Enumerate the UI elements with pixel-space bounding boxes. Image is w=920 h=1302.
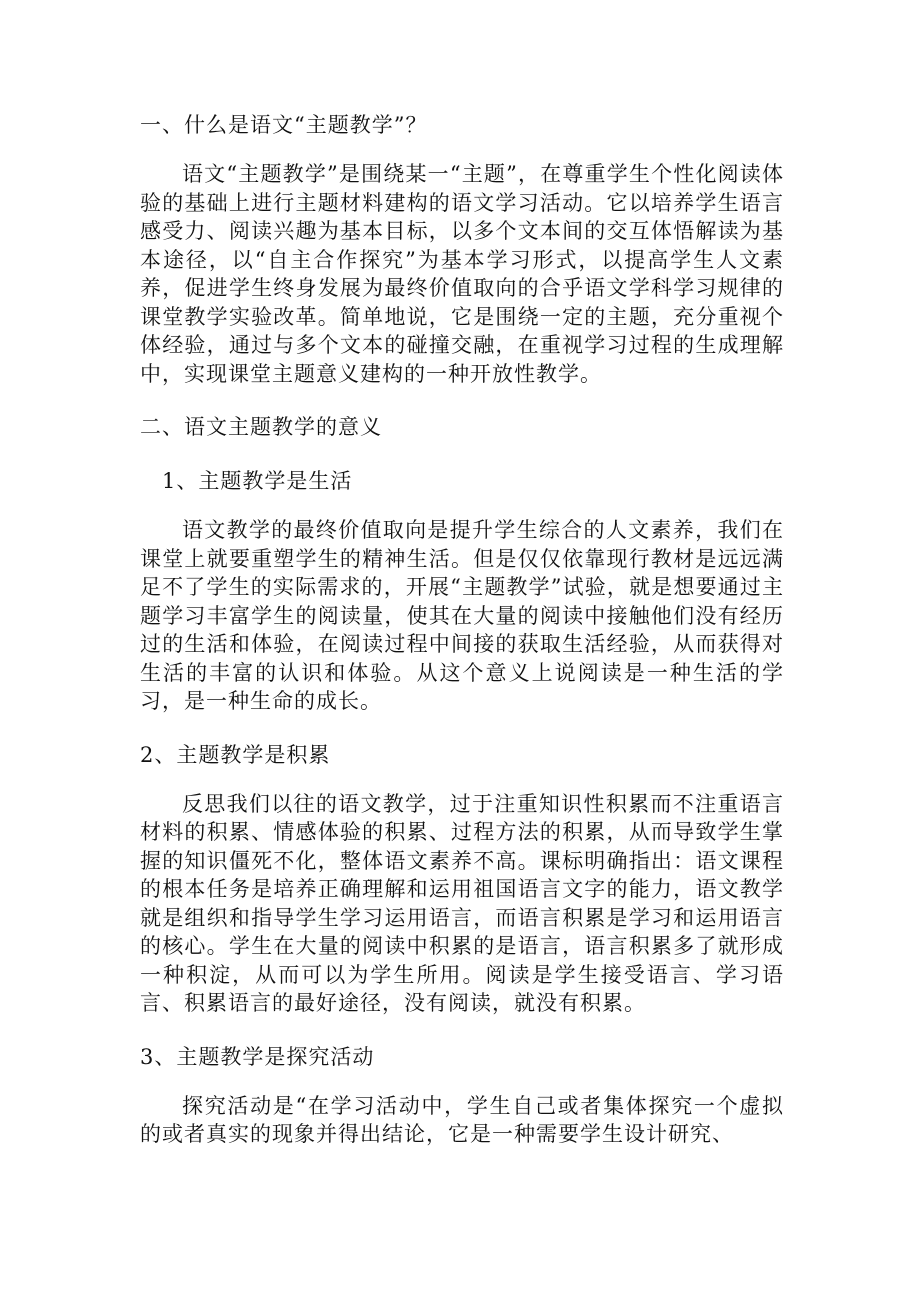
section-2-2-heading: 2、主题教学是积累 xyxy=(140,742,331,767)
section-2-1-heading: 1、主题教学是生活 xyxy=(162,469,353,493)
section-2-3-heading: 3、主题教学是探究活动 xyxy=(140,1044,375,1069)
section-1-heading: 一、什么是语文“主题教学”？ xyxy=(140,113,428,137)
section-2-1-paragraph: 语文教学的最终价值取向是提升学生综合的人文素养，我们在课堂上就要重塑学生的精神生活。但是仅仅依靠现行教材是远远满足不了学生的实际需求的，开展“主题教学”试验，就是想要通过主题学习丰富学生的阅读量，使其在大量的阅读中接触他们没有经历过的生活和体验，在阅读过程中间接的获取生活经验，从而获得对生活的丰富的认识和体验。从这个意义上说阅读是一种生活的学习，是一种生命的成长。 xyxy=(140,518,784,713)
document-body xyxy=(140,106,784,1149)
section-2-3-paragraph: 探究活动是“在学习活动中，学生自己或者集体探究一个虚拟的或者真实的现象并得出结论，它是一种需要学生设计研究、 xyxy=(140,1093,784,1146)
section-1-paragraph: 语文“主题教学”是围绕某一“主题”，在尊重学生个性化阅读体验的基础上进行主题材料建构的语文学习活动。它以培养学生语言感受力、阅读兴趣为基本目标，以多个文本间的交互体悟解读为基本途径，以“自主合作探究”为基本学习形式，以提高学生人文素养，促进学生终身发展为最终价值取向的合乎语文学科学习规律的课堂教学实验改革。简单地说，它是围绕一定的主题，充分重视个体经验，通过与多个文本的碰撞交融，在重视学习过程的生成理解中，实现课堂主题意义建构的一种开放性教学。 xyxy=(140,162,784,386)
section-2-heading: 二、语文主题教学的意义 xyxy=(140,415,382,439)
section-2-2-paragraph: 反思我们以往的语文教学，过于注重知识性积累而不注重语言材料的积累、情感体验的积累、过程方法的积累，从而导致学生掌握的知识僵死不化，整体语文素养不高。课标明确指出：语文课程的根本任务是培养正确理解和运用祖国语言文字的能力，语文教学就是组织和指导学生学习运用语言，而语言积累是学习和运用语言的核心。学生在大量的阅读中积累的是语言，语言积累多了就形成一种积淀，从而可以为学生所用。阅读是学生接受语言、学习语言、积累语言的最好途径，没有阅读，就没有积累。 xyxy=(140,791,784,1015)
